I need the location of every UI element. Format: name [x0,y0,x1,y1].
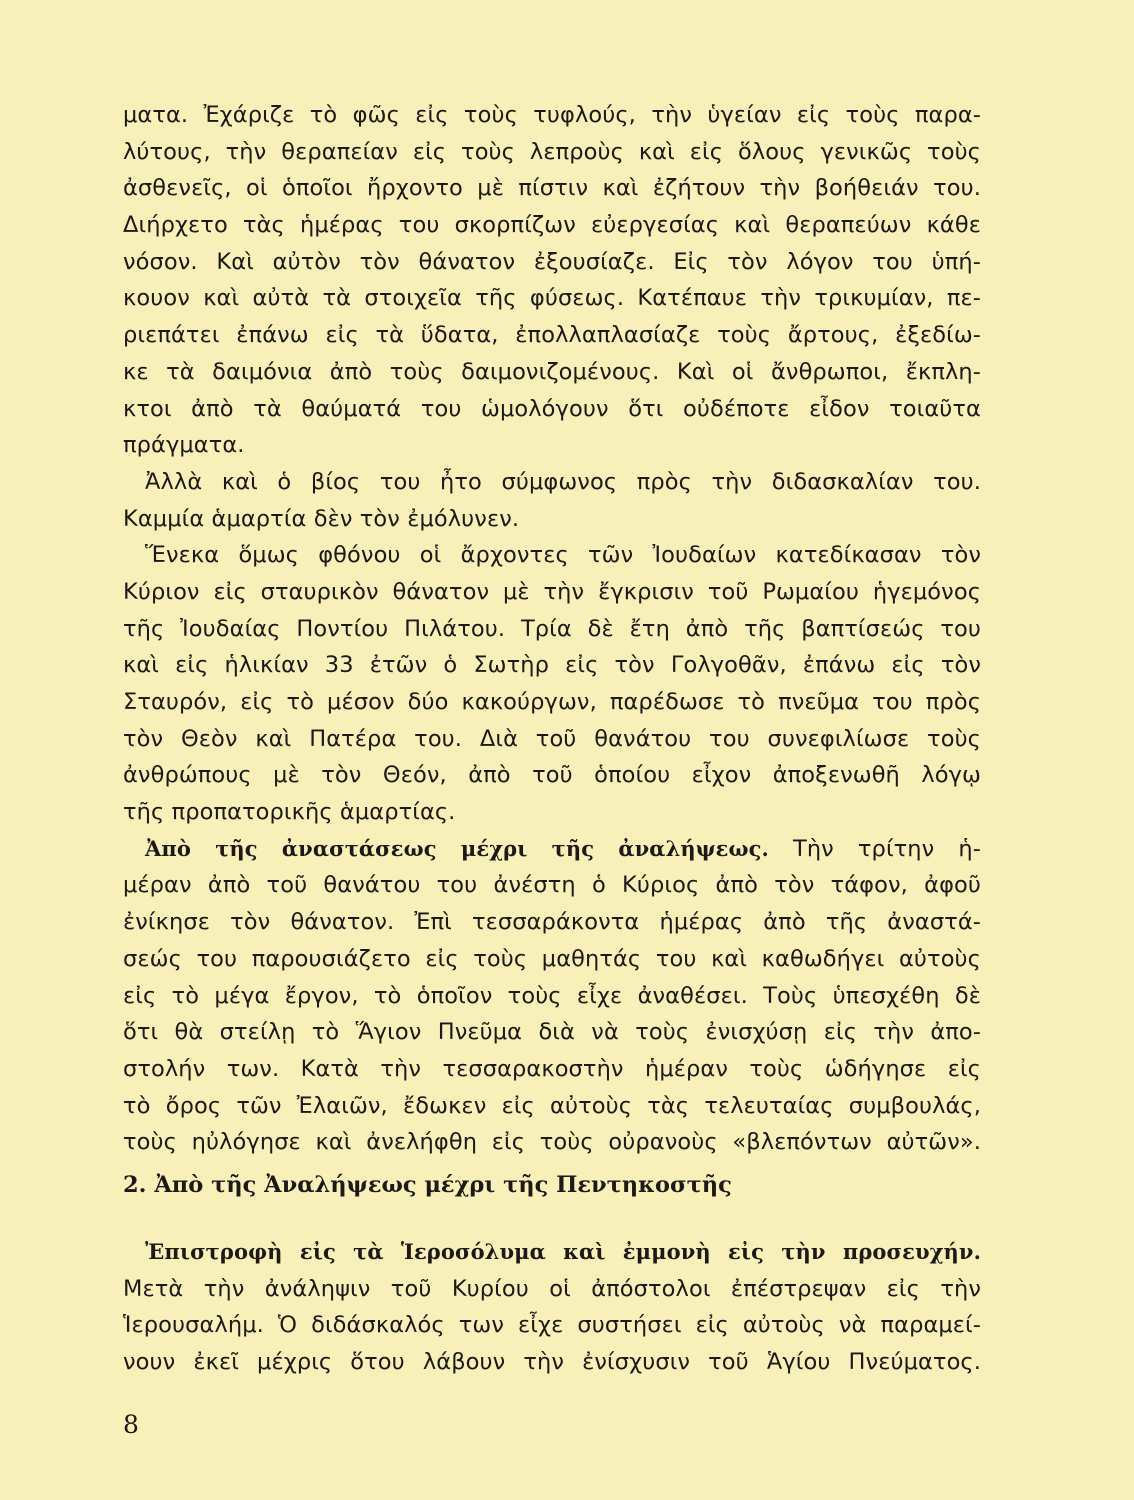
text-line: κε τὰ δαιμόνια ἀπὸ τοὺς δαιμονιζομένους. Καὶ οἱ ἄνθρωποι, ἔκπλη- [123,358,981,385]
text-line: στολήν των. Κατὰ τὴν τεσσαρακοστὴν ἡμέραν τοὺς ὡδήγησε εἰς [123,1055,981,1082]
text-line: ὅτι θὰ στείλῃ τὸ Ἅγιον Πνεῦμα διὰ νὰ τοὺς ἐνισχύσῃ εἰς τὴν ἀπο- [123,1019,981,1046]
text-line: Μετὰ τὴν ἀνάληψιν τοῦ Κυρίου οἱ ἀπόστολοι ἐπέστρεψαν εἰς τὴν [123,1275,981,1302]
paragraph-heading: Ἐπιστροφὴ εἰς τὰ Ἱεροσόλυμα καὶ ἐμμονὴ εἰς τὴν προσευχήν. [145,1239,981,1264]
paragraph-heading: Ἀπὸ τῆς ἀναστάσεως μέχρι τῆς ἀναλήψεως. [145,835,769,861]
text-line: Ἕνεκα ὅμως φθόνου οἱ ἄρχοντες τῶν Ἰουδαίων κατεδίκασαν τὸν [145,542,981,569]
text-line: Σταυρόν, εἰς τὸ μέσον δύο κακούργων, παρέδωσε τὸ πνεῦμα του πρὸς [123,689,981,715]
text-line: καὶ εἰς ἡλικίαν 33 ἐτῶν ὁ Σωτὴρ εἰς τὸν Γολγοθᾶν, ἐπάνω εἰς τὸν [123,652,981,679]
upper-text [123,97,981,1161]
text-line [123,831,981,868]
text-line [123,1234,981,1271]
text-line: τοὺς ηὐλόγησε καὶ ἀνελήφθη εἰς τοὺς οὐρανοὺς «βλεπόντων αὐτῶν». [123,1129,981,1156]
text-fragment: Τὴν τρίτην ἡ- [792,835,981,862]
text-line: κουον καὶ αὐτὰ τὰ στοιχεῖα τῆς φύσεως. Κατέπαυε τὴν τρικυμίαν, πε- [123,285,981,312]
text-line: Διήρχετο τὰς ἡμέρας του σκορπίζων εὐεργεσίας καὶ θεραπεύων κάθε [123,212,981,239]
text-line: Καμμία ἁμαρτία δὲν τὸν ἐμόλυνεν. [123,505,520,532]
text-line: σεώς του παρουσιάζετο εἰς τοὺς μαθητάς του καὶ καθωδήγει αὐτοὺς [123,945,981,972]
text-line: τῆς προπατορικῆς ἁμαρτίας. [123,799,456,826]
text-line: εἰς τὸ μέγα ἔργον, τὸ ὁποῖον τοὺς εἶχε ἀναθέσει. Τοὺς ὑπεσχέθη δὲ [123,982,981,1009]
text-line: Ἀλλὰ καὶ ὁ βίος του ἦτο σύμφωνος πρὸς τὴν διδασκαλίαν του. [145,468,981,495]
text-line: κτοι ἀπὸ τὰ θαύματά του ὡμολόγουν ὅτι οὐδέποτε εἶδον τοιαῦτα [123,395,981,422]
lower-text [123,1234,981,1381]
text-line: ἀσθενεῖς, οἱ ὁποῖοι ἤρχοντο μὲ πίστιν καὶ ἐζήτουν τὴν βοήθειάν του. [123,175,981,202]
text-line: νουν ἐκεῖ μέχρις ὅτου λάβουν τὴν ἐνίσχυσιν τοῦ Ἁγίου Πνεύματος. [123,1349,981,1376]
text-line: τὸ ὄρος τῶν Ἐλαιῶν, ἔδωκεν εἰς αὐτοὺς τὰς τελευταίας συμβουλάς, [123,1092,981,1119]
text-line: ἀνθρώπους μὲ τὸν Θεόν, ἀπὸ τοῦ ὁποίου εἶχον ἀποξενωθῆ λόγῳ [123,762,981,789]
page-number: 8 [123,1410,139,1439]
text-line: τὸν Θεὸν καὶ Πατέρα του. Διὰ τοῦ θανάτου του συνεφιλίωσε τοὺς [123,725,981,752]
text-line: πράγματα. [123,432,245,459]
text-line: ἐνίκησε τὸν θάνατον. Ἐπὶ τεσσαράκοντα ἡμέρας ἀπὸ τῆς ἀναστά- [123,909,981,936]
text-line: Κύριον εἰς σταυρικὸν θάνατον μὲ τὴν ἔγκρισιν τοῦ Ρωμαίου ἡγεμόνος [123,578,981,605]
text-line: λύτους, τὴν θεραπείαν εἰς τοὺς λεπροὺς καὶ εἰς ὅλους γενικῶς τοὺς [123,138,981,165]
text-line: Ἱερουσαλήμ. Ὁ διδάσκαλός των εἶχε συστήσει εἰς αὐτοὺς νὰ παραμεί- [123,1312,981,1339]
section-heading: 2. Ἀπὸ τῆς Ἀναλήψεως μέχρι τῆς Πεντηκοστῆς [123,1172,732,1198]
text-line: μέραν ἀπὸ τοῦ θανάτου του ἀνέστη ὁ Κύριος ἀπὸ τὸν τάφον, ἀφοῦ [123,872,981,899]
text-line: τῆς Ἰουδαίας Ποντίου Πιλάτου. Τρία δὲ ἔτη ἀπὸ τῆς βαπτίσεώς του [123,615,981,642]
text-line: ριεπάτει ἐπάνω εἰς τὰ ὕδατα, ἐπολλαπλασίαζε τοὺς ἄρτους, ἐξεδίω- [123,322,981,349]
text-line: ματα. Ἐχάριζε τὸ φῶς εἰς τοὺς τυφλούς, τὴν ὑγείαν εἰς τοὺς παρα- [123,102,981,128]
text-line: νόσον. Καὶ αὐτὸν τὸν θάνατον ἐξουσίαζε. Εἰς τὸν λόγον του ὑπή- [123,248,981,275]
